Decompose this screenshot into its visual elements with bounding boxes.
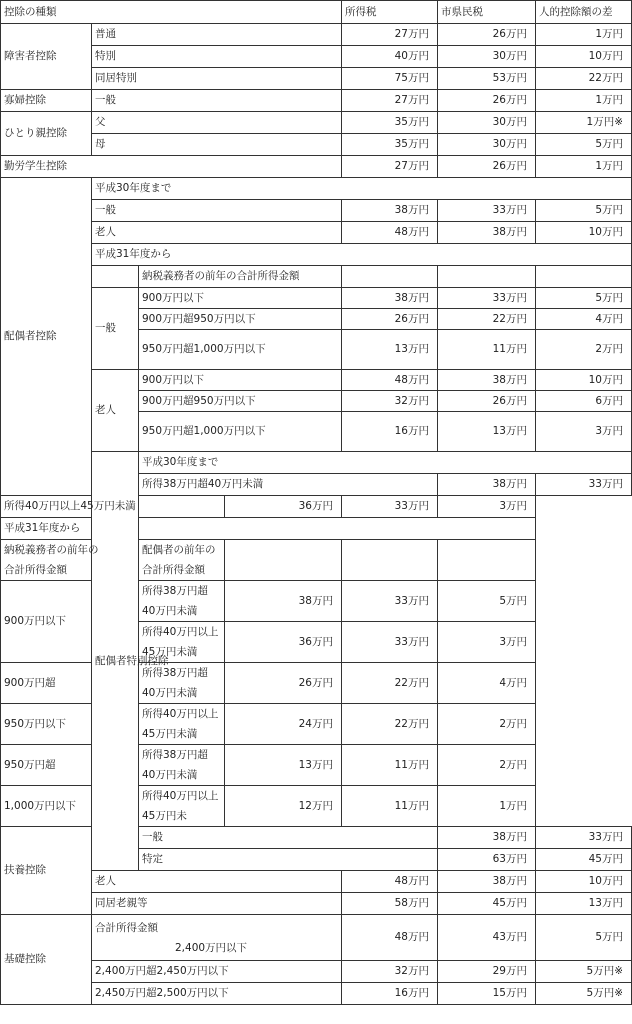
row-label: 同居特別	[92, 68, 342, 90]
difference-value: 13万円	[536, 893, 632, 915]
row-label: 2,450万円超2,500万円以下	[92, 983, 342, 1005]
difference-value: 5万円※	[536, 983, 632, 1005]
row-label: 一般	[139, 827, 438, 849]
resident-tax-value: 33万円	[438, 288, 536, 309]
spouse-income-header	[139, 540, 225, 581]
table-row	[1, 663, 632, 704]
difference-value: 10万円	[536, 871, 632, 893]
taxpayer-income-label: 900万円以下	[1, 581, 139, 663]
table-row	[1, 452, 632, 474]
table-row	[1, 112, 632, 134]
row-label: 特定	[139, 849, 438, 871]
income-tax-value: 27万円	[342, 90, 438, 112]
difference-value: 5万円	[536, 134, 632, 156]
row-label: 900万円以下	[139, 370, 342, 391]
table-row	[1, 90, 632, 112]
table-row	[1, 46, 632, 68]
difference-value: 10万円	[536, 370, 632, 391]
row-label	[92, 915, 342, 961]
table-row	[1, 961, 632, 983]
blank-cell	[342, 266, 438, 288]
blank-cell	[225, 540, 342, 581]
resident-tax-value: 11万円	[342, 745, 438, 786]
income-tax-value: 38万円	[342, 288, 438, 309]
category-label: 配偶者特別控除	[92, 452, 139, 871]
spouse-income-label	[139, 581, 225, 622]
difference-value: 2万円	[438, 704, 536, 745]
blank-cell	[536, 266, 632, 288]
difference-value: 4万円	[536, 309, 632, 330]
label-line: 所得38万円超	[142, 667, 208, 679]
difference-value: 6万円	[536, 391, 632, 412]
category-label: 寡婦控除	[1, 90, 92, 112]
period-label: 平成31年度から	[92, 244, 632, 266]
row-label: 一般	[92, 200, 342, 222]
difference-value: 5万円※	[536, 961, 632, 983]
resident-tax-value: 33万円	[342, 496, 438, 518]
income-tax-value: 13万円	[225, 745, 342, 786]
spouse-income-label	[139, 786, 225, 827]
income-tax-value: 40万円	[342, 46, 438, 68]
table-row	[1, 178, 632, 200]
income-tax-value: 13万円	[342, 330, 438, 370]
category-label: ひとり親控除	[1, 112, 92, 156]
row-label: 特別	[92, 46, 342, 68]
row-label: 900万円超950万円以下	[139, 391, 342, 412]
resident-tax-value: 43万円	[438, 915, 536, 961]
blank-cell	[438, 266, 536, 288]
row-label: 2,400万円超2,450万円以下	[92, 961, 342, 983]
difference-value: 5万円	[438, 581, 536, 622]
header-line: 納税義務者の前年の	[4, 544, 99, 556]
difference-value: 2万円	[438, 745, 536, 786]
row-label: 普通	[92, 24, 342, 46]
blank-cell	[92, 266, 139, 288]
period-label: 平成31年度から	[1, 518, 536, 540]
category-label: 障害者控除	[1, 24, 92, 90]
income-tax-value: 38万円	[438, 474, 536, 496]
row-label: 老人	[92, 871, 342, 893]
table-row	[1, 496, 632, 518]
table-row	[1, 222, 632, 244]
period-label: 平成30年度まで	[139, 452, 632, 474]
taxpayer-income-label: 950万円超	[1, 745, 139, 786]
resident-tax-value: 26万円	[438, 90, 536, 112]
label-line: 40万円未満	[142, 687, 198, 699]
blank-cell	[438, 540, 536, 581]
taxpayer-income-header	[1, 540, 139, 581]
category-label: 配偶者控除	[1, 178, 92, 496]
header-line: 合計所得金額	[142, 564, 205, 576]
subheader-label: 納税義務者の前年の合計所得金額	[139, 266, 342, 288]
period-label: 平成30年度まで	[92, 178, 632, 200]
category-label: 基礎控除	[1, 915, 92, 1005]
row-label: 950万円超1,000万円以下	[139, 330, 342, 370]
difference-value: 3万円	[536, 412, 632, 452]
table-row	[1, 24, 632, 46]
income-tax-value: 16万円	[342, 983, 438, 1005]
resident-tax-value: 22万円	[438, 309, 536, 330]
difference-value: 1万円	[536, 156, 632, 178]
resident-tax-value: 33万円	[438, 200, 536, 222]
taxpayer-income-label: 900万円超	[1, 663, 139, 704]
difference-value: 4万円	[438, 663, 536, 704]
spouse-income-label	[139, 704, 225, 745]
spouse-income-label	[139, 745, 225, 786]
table-row	[1, 68, 632, 90]
difference-value: 2万円	[536, 330, 632, 370]
spouse-income-label	[139, 622, 225, 663]
income-tax-value: 63万円	[438, 849, 536, 871]
income-tax-value: 36万円	[225, 496, 342, 518]
income-tax-value: 38万円	[438, 827, 536, 849]
income-tax-value: 38万円	[342, 200, 438, 222]
income-tax-value: 35万円	[342, 134, 438, 156]
income-tax-value: 32万円	[342, 391, 438, 412]
difference-value: 3万円	[438, 496, 536, 518]
table-row	[1, 745, 632, 786]
header-income-tax: 所得税	[342, 1, 438, 24]
resident-tax-value: 11万円	[342, 786, 438, 827]
label-line: 40万円未満	[142, 769, 198, 781]
income-tax-value: 26万円	[342, 309, 438, 330]
income-tax-value: 12万円	[225, 786, 342, 827]
spouse-income-label	[139, 663, 225, 704]
subgroup-label: 老人	[92, 370, 139, 452]
table-row	[1, 266, 632, 288]
label-line: 40万円未満	[142, 605, 198, 617]
row-label: 900万円超950万円以下	[139, 309, 342, 330]
table-row	[1, 871, 632, 893]
income-tax-value: 48万円	[342, 871, 438, 893]
label-line: 45万円未満	[142, 646, 198, 658]
label-line: 所得40万円以上	[142, 626, 219, 638]
table-row	[1, 704, 632, 745]
resident-tax-value: 30万円	[438, 112, 536, 134]
header-resident-tax: 市県民税	[438, 1, 536, 24]
income-tax-value: 58万円	[342, 893, 438, 915]
difference-value: 1万円※	[536, 112, 632, 134]
resident-tax-value: 53万円	[438, 68, 536, 90]
difference-value: 1万円	[536, 24, 632, 46]
taxpayer-income-label: 950万円以下	[1, 704, 139, 745]
resident-tax-value: 33万円	[342, 622, 438, 663]
table-row	[1, 915, 632, 961]
difference-value: 10万円	[536, 222, 632, 244]
income-tax-value: 38万円	[225, 581, 342, 622]
header-row	[1, 1, 632, 24]
blank-cell	[342, 540, 438, 581]
resident-tax-value: 33万円	[342, 581, 438, 622]
income-tax-value: 27万円	[342, 156, 438, 178]
label-line: 所得40万円以上	[142, 790, 219, 802]
header-type: 控除の種類	[1, 1, 342, 24]
difference-value: 1万円	[536, 90, 632, 112]
resident-tax-value: 33万円	[536, 474, 632, 496]
label-line: 合計所得金額	[95, 921, 158, 934]
label-line: 所得40万円以上	[142, 708, 219, 720]
resident-tax-value: 26万円	[438, 24, 536, 46]
resident-tax-value: 13万円	[438, 412, 536, 452]
difference-value: 10万円	[536, 46, 632, 68]
table-row	[1, 244, 632, 266]
row-label: 父	[92, 112, 342, 134]
table-row	[1, 370, 632, 391]
row-label: 所得40万円以上45万円未満	[1, 496, 225, 518]
resident-tax-value: 26万円	[438, 156, 536, 178]
resident-tax-value: 33万円	[536, 827, 632, 849]
row-label: 900万円以下	[139, 288, 342, 309]
table-row	[1, 983, 632, 1005]
difference-value: 3万円	[438, 622, 536, 663]
income-tax-value: 27万円	[342, 24, 438, 46]
resident-tax-value: 30万円	[438, 46, 536, 68]
label-line: 45万円未	[142, 810, 187, 822]
table-row	[1, 540, 632, 581]
row-label: 母	[92, 134, 342, 156]
label-line: 45万円未満	[142, 728, 198, 740]
taxpayer-income-label: 1,000万円以下	[1, 786, 139, 827]
difference-value: 22万円	[536, 68, 632, 90]
difference-value: 5万円	[536, 915, 632, 961]
label-line: 所得38万円超	[142, 749, 208, 761]
table-row	[1, 200, 632, 222]
income-tax-value: 48万円	[342, 222, 438, 244]
difference-value: 5万円	[536, 288, 632, 309]
row-label: 同居老親等	[92, 893, 342, 915]
income-tax-value: 26万円	[225, 663, 342, 704]
row-label: 老人	[92, 222, 342, 244]
row-label: 950万円超1,000万円以下	[139, 412, 342, 452]
resident-tax-value: 26万円	[438, 391, 536, 412]
resident-tax-value: 11万円	[438, 330, 536, 370]
table-row	[1, 156, 632, 178]
subgroup-label: 一般	[92, 288, 139, 370]
header-line: 合計所得金額	[4, 564, 67, 576]
resident-tax-value: 45万円	[438, 893, 536, 915]
row-label: 所得38万円超40万円未満	[139, 474, 438, 496]
table-row	[1, 134, 632, 156]
difference-value: 5万円	[536, 200, 632, 222]
category-label: 扶養控除	[1, 827, 92, 915]
table-row	[1, 786, 632, 827]
income-tax-value: 36万円	[225, 622, 342, 663]
difference-value: 1万円	[438, 786, 536, 827]
income-tax-value: 48万円	[342, 915, 438, 961]
table-row	[1, 581, 632, 622]
resident-tax-value: 22万円	[342, 704, 438, 745]
label-line: 2,400万円以下	[175, 941, 248, 954]
resident-tax-value: 38万円	[438, 370, 536, 391]
income-tax-value: 75万円	[342, 68, 438, 90]
row-label: 一般	[92, 90, 342, 112]
income-tax-value: 35万円	[342, 112, 438, 134]
resident-tax-value: 45万円	[536, 849, 632, 871]
header-line: 配偶者の前年の	[142, 544, 216, 556]
resident-tax-value: 29万円	[438, 961, 536, 983]
resident-tax-value: 30万円	[438, 134, 536, 156]
table-row	[1, 893, 632, 915]
label-line: 所得38万円超	[142, 585, 208, 597]
income-tax-value: 16万円	[342, 412, 438, 452]
table-row	[1, 518, 632, 540]
header-difference: 人的控除額の差	[536, 1, 632, 24]
table-row	[1, 288, 632, 309]
category-label: 勤労学生控除	[1, 156, 342, 178]
income-tax-value: 24万円	[225, 704, 342, 745]
resident-tax-value: 22万円	[342, 663, 438, 704]
resident-tax-value: 38万円	[438, 222, 536, 244]
resident-tax-value: 15万円	[438, 983, 536, 1005]
income-tax-value: 48万円	[342, 370, 438, 391]
resident-tax-value: 38万円	[438, 871, 536, 893]
income-tax-value: 32万円	[342, 961, 438, 983]
